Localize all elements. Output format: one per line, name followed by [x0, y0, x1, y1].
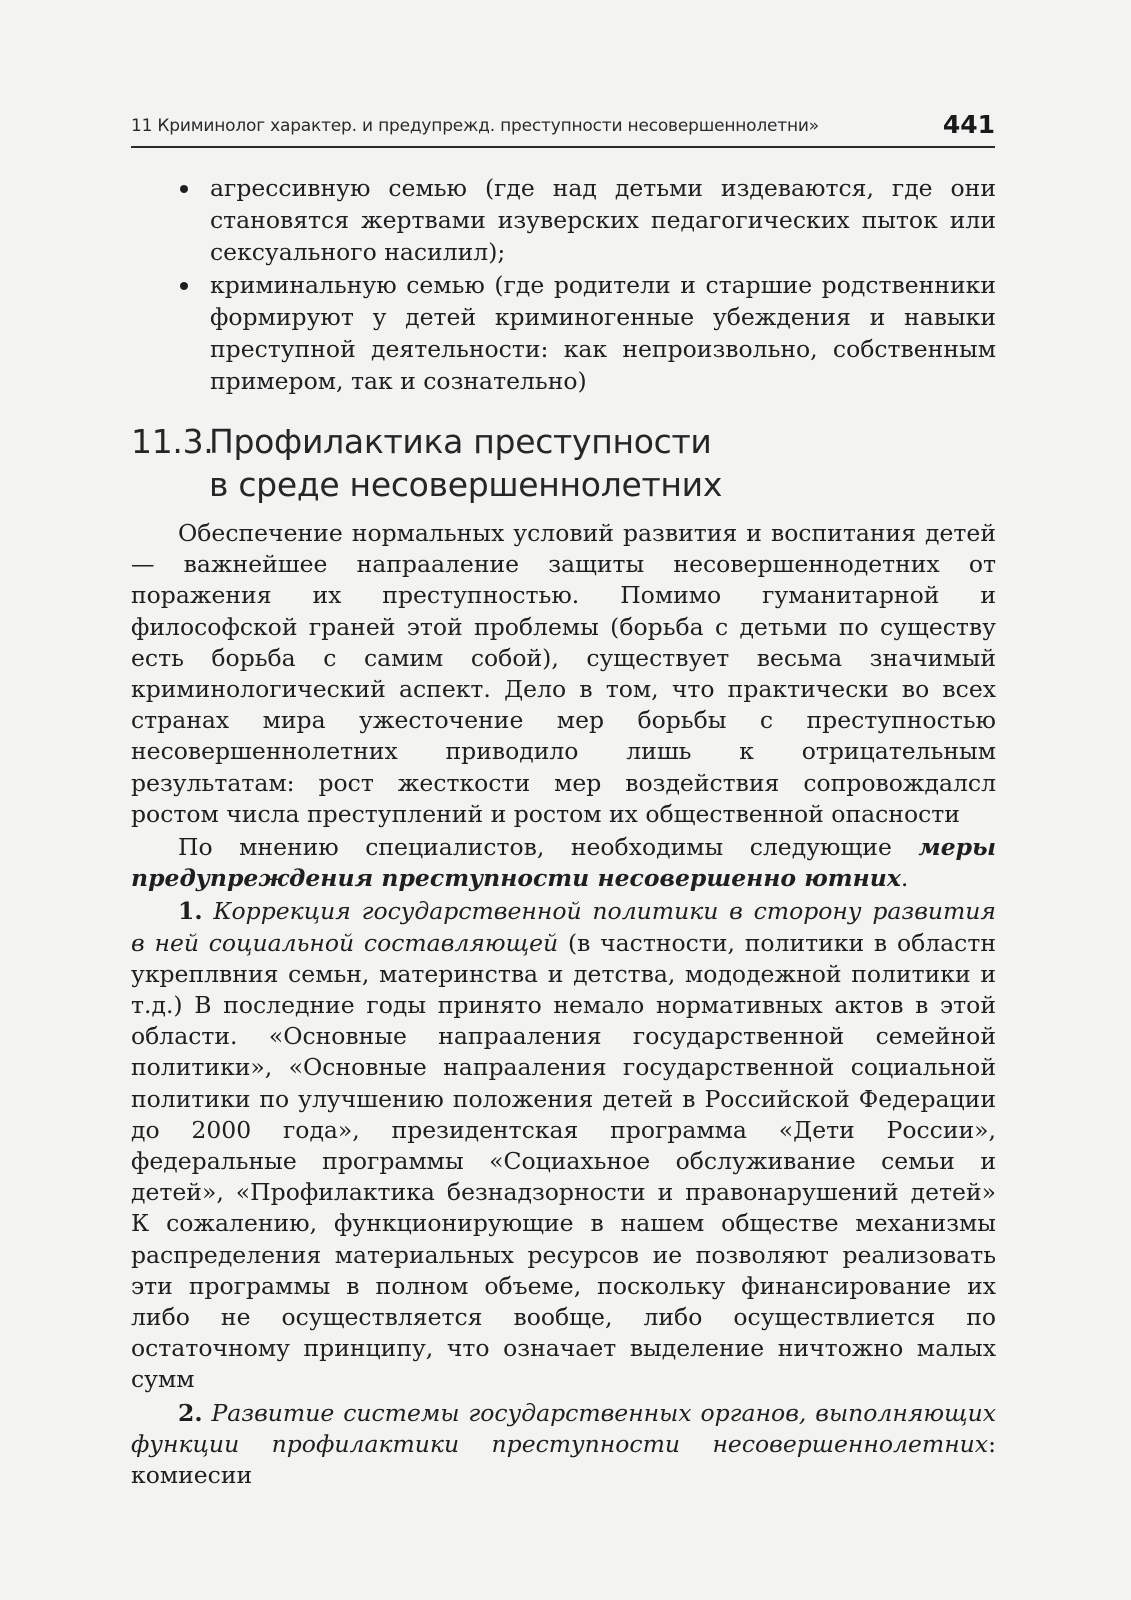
paragraph-item-2 [131, 1398, 996, 1492]
bullet-icon [180, 185, 188, 193]
item-1-text: (в частности, политики в областн укреплвния семьн, материнства и детства, мододежной политики и т.д.) В последние годы принято немало нормативных актов в этой области. «Основные напрааления государственной семейной политики», «Основные напрааления государственной социальной политики по улучшению положения детей в Российской Федерации до 2000 года», президентская программа «Дети России», федеральные программы «Социахьное обслуживание семьи и детей», «Профилактика безнадзорности и правонарушений детей» К сожалению, функционирующие в нашем обществе механизмы распределения материальных ресурсов ие позволяют реализовать эти программы в полном объеме, поскольку финансирование их либо не осуществляется вообще, либо осуществлиется по остаточному принципу, что означает выделение ничтожно малых сумм [131, 928, 996, 1394]
list-item [176, 269, 996, 397]
section-number: 11.3. [131, 422, 214, 461]
list-item-text: агрессивную семью (где над детьми издеваются, где они становятся жертвами изуверских педагогических пыток или сексуального насилил); [210, 174, 996, 266]
section-title-line1: Профилактика преступности [209, 422, 712, 461]
list-item-text: криминальную семью (где родители и старшие родственники формируют у детей криминогенные убеждения и навыки преступной деятельности: как непроизвольно, собственным примером, так и сознательно) [210, 271, 996, 395]
paragraph-item-1 [131, 896, 996, 1395]
running-head [131, 112, 995, 148]
item-1-emphasis: Коррекция государственной политики в сторону развития в ней социальной составляющей [131, 897, 996, 957]
item-1-number: 1. [178, 897, 203, 926]
section-heading [131, 420, 971, 506]
paragraph-measures-end: . [900, 864, 909, 893]
paragraph-intro: Обеспечение нормальных условий развития и воспитания детей — важнейшее напрааление защиты несовершеннодетних от поражения их преступностью. Помимо гуманитарной и философской граней этой проблемы (борьба с детьми по существу есть борьба с самим собой), существует весьма значимый криминологический аспект. Дело в том, что практически во всех странах мира ужесточение мер борьбы с преступностью несовершеннолетних приводило лишь к отрицательным результатам: рост жесткости мер воздействия сопровождалсл ростом числа преступлений и ростом их общественной опасности [131, 519, 996, 828]
body-text [131, 518, 996, 1493]
page-number: 441 [942, 110, 995, 139]
item-2-emphasis: Развитие системы государственных органов, выполняющих функции профилактики преступности несовершеннолетних [131, 1398, 996, 1458]
item-2-text: : комиесии [131, 1429, 996, 1490]
bullet-icon [180, 282, 188, 290]
section-title-line2: в среде несовершеннолетних [209, 465, 723, 504]
paragraph-measures-start: По мнению специалистов, необходимы следующие [178, 833, 919, 862]
paragraph-measures [131, 832, 996, 894]
item-2-number: 2. [178, 1398, 203, 1427]
paragraph-measures-emphasis: меры предупреждения преступности несовершенно ютних [131, 833, 996, 893]
list-item [176, 172, 996, 268]
bullet-list [176, 172, 996, 398]
running-head-title: 11 Криминолог характер. и предупрежд. преступности несовершеннолетни» [131, 116, 819, 136]
